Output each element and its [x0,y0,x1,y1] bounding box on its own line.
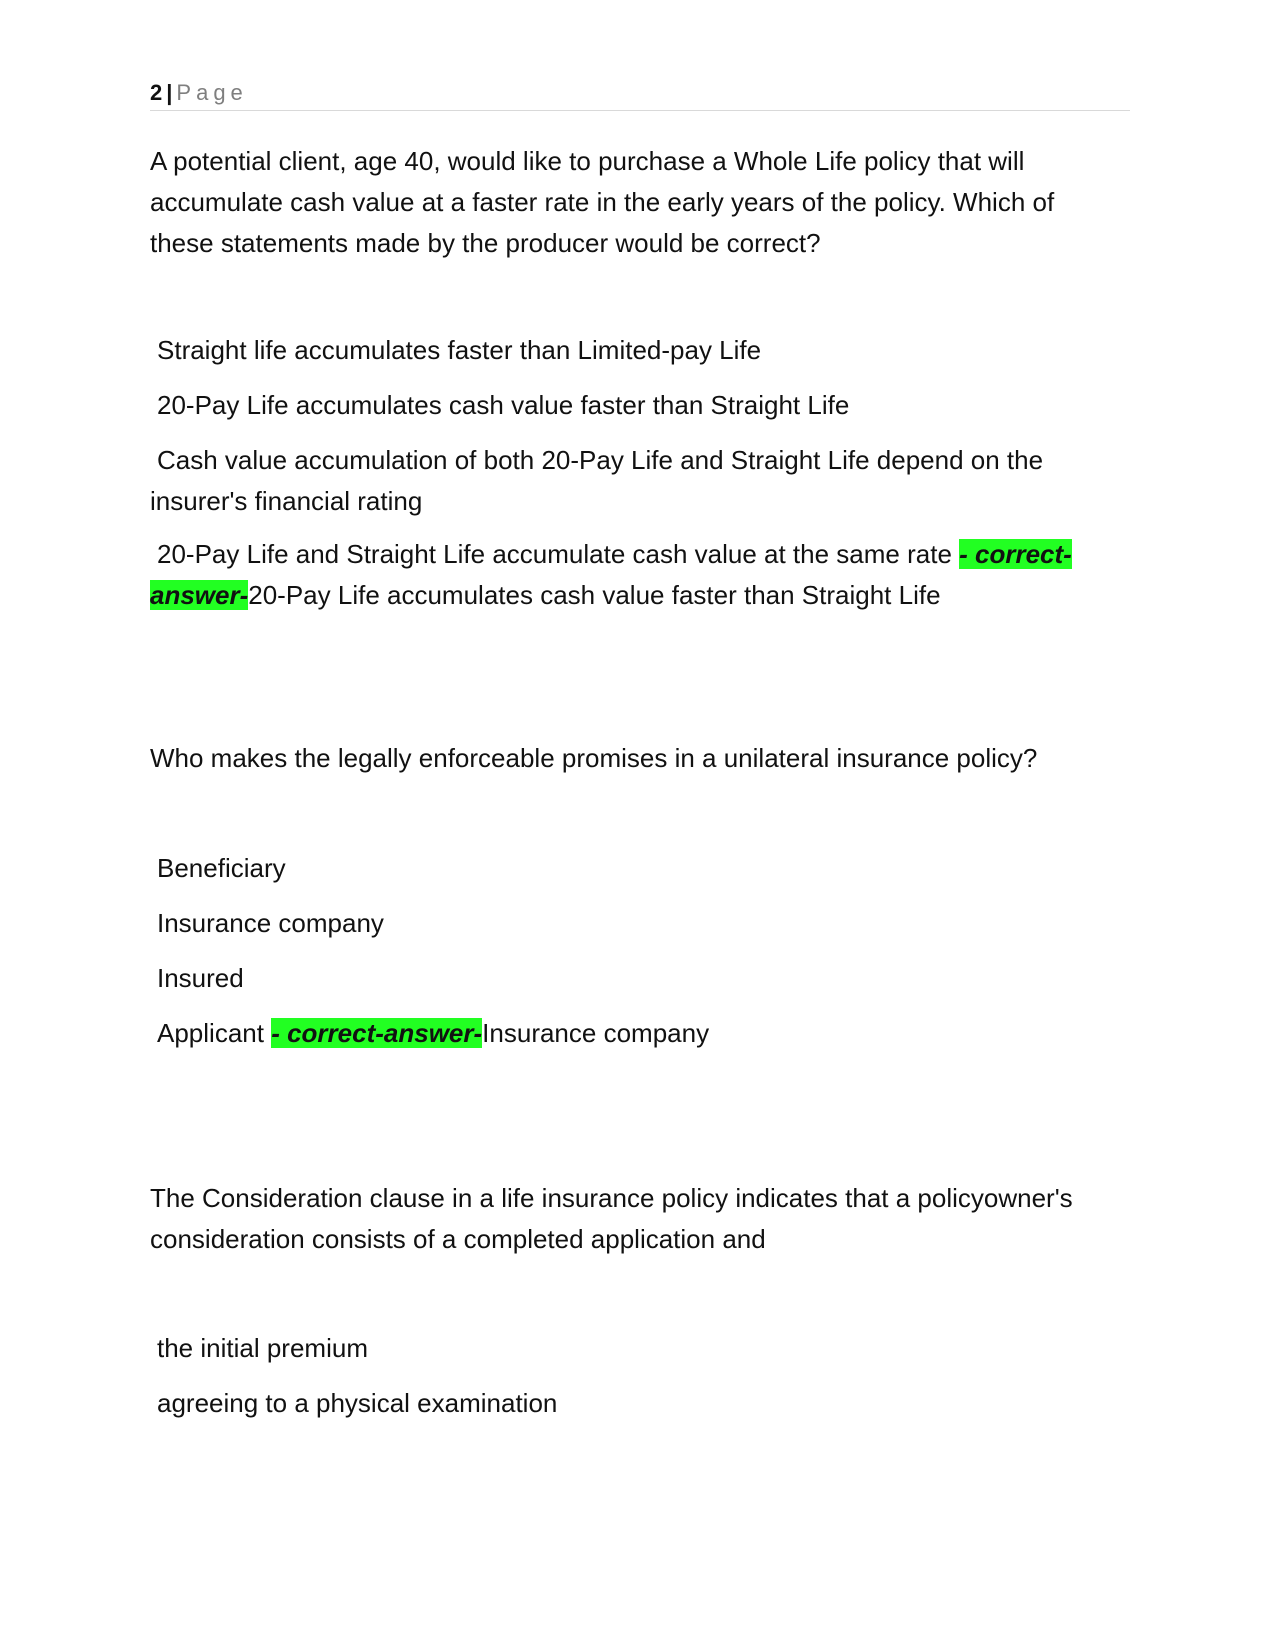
question-1-option-2: 20-Pay Life accumulates cash value faster than Straight Life [157,390,850,420]
question-1-option-3: Cash value accumulation of both 20-Pay Life and Straight Life depend on the insurer's financial rating [150,445,1044,516]
question-2-option-1: Beneficiary [157,853,286,883]
question-2-option-4: Applicant [157,1018,264,1048]
question-2-option-2: Insurance company [157,908,384,938]
correct-answer-marker-cont: answer- [150,580,249,610]
correct-answer-marker: - correct- [959,539,1072,569]
question-2-text: Who makes the legally enforceable promises in a unilateral insurance policy? [150,743,1038,773]
question-1-answer: 20-Pay Life accumulates cash value faster than Straight Life [248,580,941,610]
question-1-option-4-with-answer [150,534,1110,616]
question-2-option-3: Insured [157,963,244,993]
page-label: Page [176,80,248,105]
correct-answer-marker: - correct-answer- [271,1018,483,1048]
question-1-option-1: Straight life accumulates faster than Limited-pay Life [157,335,762,365]
question-3-text: The Consideration clause in a life insurance policy indicates that a policyowner's consideration consists of a completed application and [150,1183,1073,1254]
page-separator: | [166,80,173,105]
question-3-option-1: the initial premium [157,1333,368,1363]
question-3-option-2: agreeing to a physical examination [157,1388,558,1418]
question-2-option-4-with-answer [150,1013,1117,1054]
question-1-text: A potential client, age 40, would like to purchase a Whole Life policy that will accumulate cash value at a faster rate in the early years of the policy. Which of these statements made by the producer would be correct? [150,146,1055,258]
question-2-answer: Insurance company [482,1018,710,1048]
question-1-option-4: 20-Pay Life and Straight Life accumulate cash value at the same rate [157,539,952,569]
page-header [150,76,1130,111]
page-number: 2 [150,80,163,105]
